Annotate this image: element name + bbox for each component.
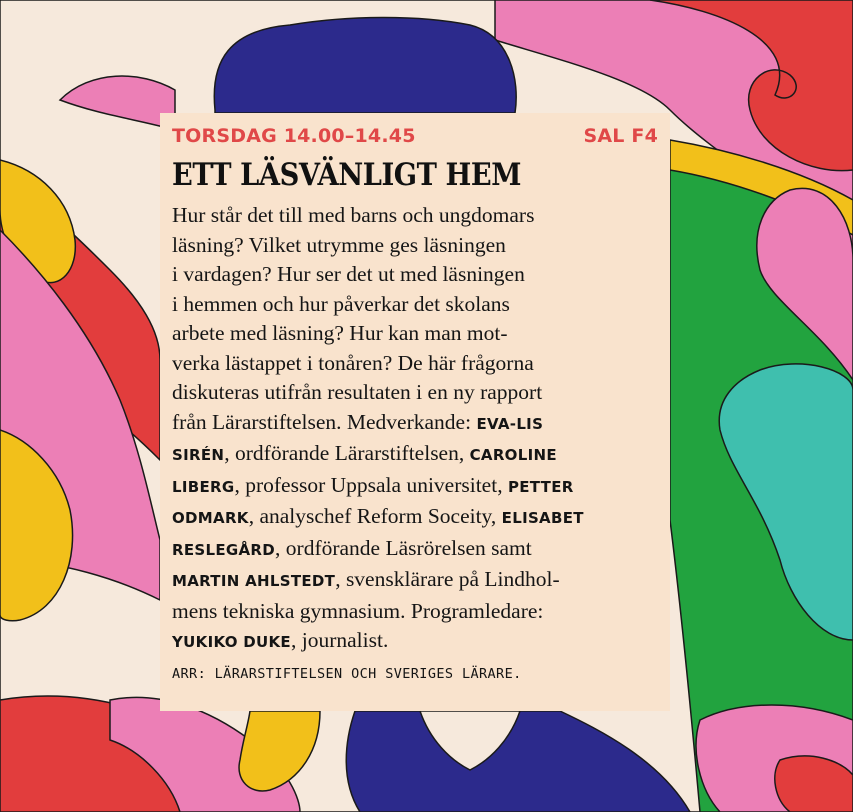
description-line: diskuteras utifrån resultaten i en ny rapport [172,380,543,404]
participant-name: PETTER [507,477,574,496]
participant-name: EVA-LIS [476,414,544,433]
description-line: i hemmen och hur påverkar det skolans [172,291,510,316]
event-day-time: TORSDAG 14.00–14.45 [172,125,416,147]
description-line: i vardagen? Hur ser det ut med läsningen [172,262,525,286]
description-line [172,626,658,658]
description-text: från Lärarstiftelsen. Medverkande: [172,409,477,434]
participant-name: LIBERG [172,477,235,496]
description-line [172,534,658,566]
description-line: verka lästappet i tonåren? De här frågorna [172,350,534,375]
event-description [172,201,658,658]
participant-role: , analyschef Reform Soceity, [248,504,502,528]
host-name: YUKIKO DUKE [172,633,291,651]
event-room: SAL F4 [583,125,658,147]
participant-name: MARTIN AHLSTEDT [172,572,336,590]
event-header [172,125,658,151]
participant-role: , professor Uppsala universitet, [234,472,508,497]
event-card [160,113,670,711]
participant-role: , svensklärare på Lindhol- [335,567,560,591]
event-organizer: ARR: LÄRARSTIFTELSEN OCH SVERIGES LÄRARE. [172,665,522,682]
participant-name: CAROLINE [469,446,557,464]
description-line [172,502,658,534]
description-line [172,408,658,440]
event-title: ETT LÄSVÄNLIGT HEM [172,157,522,193]
participant-name: RESLEGÅRD [172,540,276,559]
participant-name: ODMARK [172,509,249,527]
participant-role: , ordförande Läsrörelsen samt [275,535,532,560]
navy-blob-top [214,18,516,114]
participant-role: , ordförande Lärarstiftelsen, [224,441,470,465]
description-line: mens tekniska gymnasium. Programledare: [172,598,544,623]
description-line: arbete med läsning? Hur kan man mot- [172,321,508,345]
participant-name: SIRÉN [172,446,225,464]
description-line [172,471,658,503]
description-line: Hur står det till med barns och ungdomars [172,203,535,227]
participant-name: ELISABET [501,509,584,527]
host-role: , journalist. [290,628,389,652]
description-line: läsning? Vilket utrymme ges läsningen [172,232,506,257]
description-line [172,565,658,597]
description-line [172,439,658,471]
